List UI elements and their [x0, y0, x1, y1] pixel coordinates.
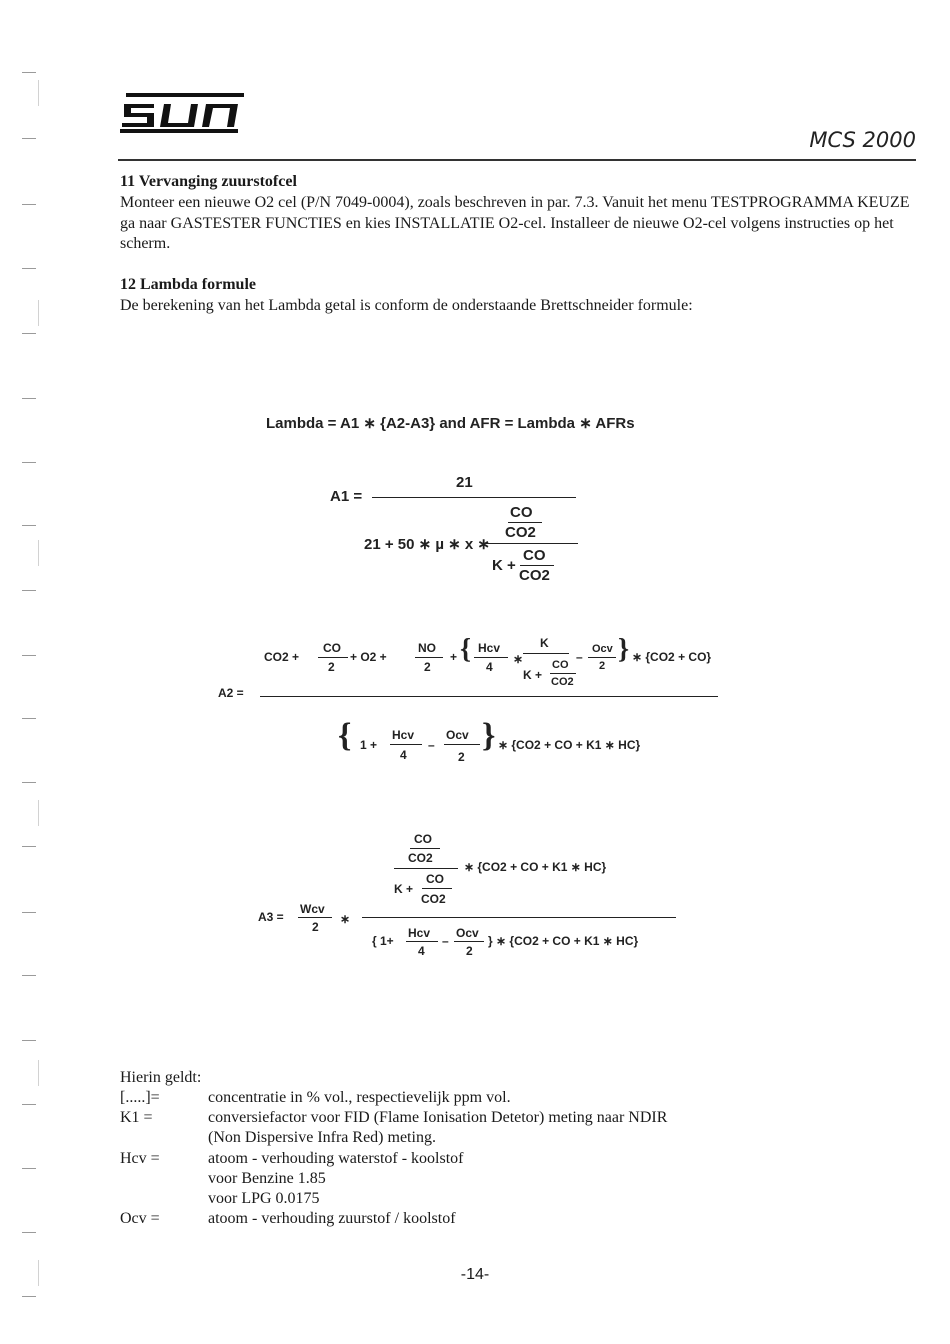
a3-ocv: Ocv: [456, 926, 479, 940]
legend-term: Ocv =: [120, 1210, 160, 1227]
a3-co2: CO2: [408, 851, 433, 865]
a3-minus: –: [442, 934, 449, 948]
logo-text: SUN: [118, 92, 121, 93]
a2-two: 2: [424, 660, 431, 674]
a2-den-brace-close: }: [482, 717, 496, 754]
a2-label: A2 =: [218, 686, 244, 700]
a2-two: 2: [458, 750, 465, 764]
a2-hcv: Hcv: [478, 641, 501, 655]
a1-co: CO: [523, 547, 546, 564]
a2-four: 4: [486, 660, 493, 674]
a3-co: CO: [414, 832, 432, 846]
a1-co2: CO2: [519, 567, 550, 584]
a2-minus: –: [576, 650, 583, 664]
a2-brace-open: {: [460, 634, 472, 665]
legend-term: K1 =: [120, 1109, 153, 1126]
a3-bar: [410, 848, 440, 849]
sun-logo: [118, 92, 248, 134]
legend-intro: Hierin geldt:: [120, 1069, 202, 1086]
a3-wcv: Wcv: [300, 902, 325, 916]
a2-tail: ∗ {CO2 + CO}: [632, 650, 712, 664]
legend-definition: voor Benzine 1.85: [208, 1170, 326, 1187]
a2-bar: [318, 657, 348, 658]
a2-bar: [390, 744, 422, 745]
a3-bar: [406, 941, 438, 942]
a2-ocv: Ocv: [446, 728, 469, 742]
section-11-body: Monteer een nieuwe O2 cel (P/N 7049-0004), zoals beschreven in par. 7.3. Vanuit het menu TESTPROGRAMMA KEUZE ga naar GASTESTER FUNCTIES en kies INSTALLATIE O2-cel. Installeer de nieuwe O2-cel volgens instructies op het scherm.: [120, 194, 910, 252]
a3-label: A3 =: [258, 910, 284, 924]
a3-den-open: { 1+: [372, 934, 394, 948]
a3-co: CO: [426, 872, 444, 886]
legend-definition: concentratie in % vol., respectievelijk ppm vol.: [208, 1089, 511, 1106]
a2-minus: –: [428, 738, 435, 752]
legend-definition: atoom - verhouding zuurstof / koolstof: [208, 1210, 456, 1227]
a3-hcv: Hcv: [408, 926, 431, 940]
a2-co: CO: [552, 659, 569, 671]
a2-co2-plus: CO2 +: [264, 650, 300, 664]
header-rule: [118, 159, 916, 161]
a3-den-tail: } ∗ {CO2 + CO + K1 ∗ HC}: [488, 934, 639, 948]
a3-two: 2: [466, 944, 473, 958]
legend-term: [.....]=: [120, 1089, 160, 1106]
lambda-formula: Lambda = A1 ∗ {A2-A3} and AFR = Lambda ∗ AFRs: [266, 415, 635, 432]
a2-main-bar: [260, 696, 718, 697]
a2-co: CO: [323, 641, 341, 655]
a3-bar: [454, 941, 484, 942]
a3-four: 4: [418, 944, 425, 958]
legend-term: Hcv =: [120, 1150, 160, 1167]
a1-bar: [482, 543, 578, 544]
a2-hcv: Hcv: [392, 728, 415, 742]
a1-k-plus: K +: [492, 557, 516, 574]
a3-num-tail: ∗ {CO2 + CO + K1 ∗ HC}: [464, 860, 607, 874]
binder-margin: [0, 0, 40, 1344]
legend-definition: voor LPG 0.0175: [208, 1190, 320, 1207]
a2-bar: [523, 653, 569, 654]
legend-definition: conversiefactor voor FID (Flame Ionisation Detetor) meting naar NDIR: [208, 1109, 668, 1126]
a3-k-plus: K +: [394, 882, 414, 896]
page-number: -14-: [460, 1266, 490, 1283]
a2-one-plus: 1 +: [360, 738, 378, 752]
a1-co2: CO2: [505, 524, 536, 541]
a1-co: CO: [510, 504, 533, 521]
a2-plus: +: [450, 650, 458, 664]
a2-times: ∗: [513, 652, 524, 666]
a2-bar: [444, 744, 480, 745]
legend-definition: atoom - verhouding waterstof - koolstof: [208, 1150, 464, 1167]
a2-bar: [588, 657, 616, 658]
a1-numerator: 21: [456, 474, 473, 491]
a2-k-plus: K +: [523, 668, 543, 682]
a3-main-bar: [362, 917, 676, 918]
a1-bar: [508, 522, 542, 523]
a1-label: A1 =: [330, 488, 363, 505]
legend-definition: (Non Dispersive Infra Red) meting.: [208, 1129, 436, 1146]
a2-no: NO: [418, 641, 436, 655]
a3-bar: [298, 917, 332, 918]
a1-main-bar: [372, 497, 576, 498]
a2-den-brace-open: {: [338, 717, 352, 754]
a2-o2: + O2 +: [350, 650, 387, 664]
section-12-heading: 12 Lambda formule: [120, 276, 256, 293]
a1-den-prefix: 21 + 50 ∗ µ ∗ x ∗: [364, 536, 490, 553]
a2-four: 4: [400, 748, 407, 762]
a2-two: 2: [328, 660, 335, 674]
a3-bar: [422, 888, 452, 889]
a2-co2: CO2: [551, 676, 574, 688]
a2-bar: [474, 657, 508, 658]
a3-bar: [394, 868, 458, 869]
section-11-heading: 11 Vervanging zuurstofcel: [120, 173, 297, 190]
a2-bar: [550, 673, 576, 674]
a1-bar: [520, 565, 554, 566]
a2-bar: [415, 657, 443, 658]
document-id: MCS 2000: [809, 128, 916, 152]
section-12-body: De berekening van het Lambda getal is conform de onderstaande Brettschneider formule:: [120, 297, 693, 314]
a3-times: ∗: [340, 912, 351, 926]
a3-two: 2: [312, 920, 319, 934]
a2-k: K: [540, 636, 549, 650]
a2-ocv: Ocv: [592, 643, 613, 655]
a2-den-tail: ∗ {CO2 + CO + K1 ∗ HC}: [498, 738, 641, 752]
a3-co2: CO2: [421, 892, 446, 906]
a2-brace-close: }: [618, 634, 630, 665]
a2-two: 2: [599, 660, 606, 672]
